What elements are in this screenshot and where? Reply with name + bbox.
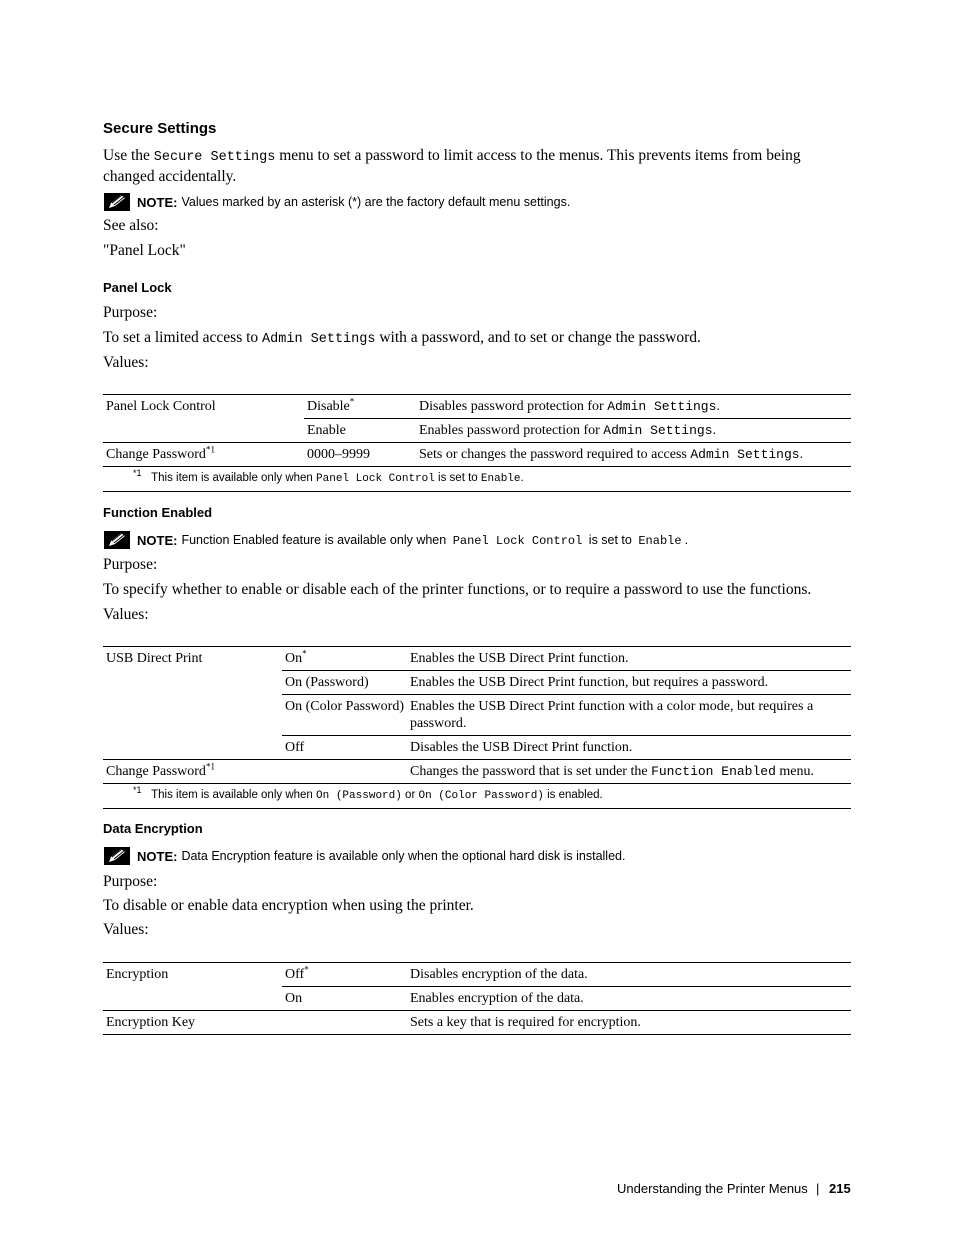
note-pencil-icon xyxy=(103,530,131,550)
footer-chapter: Understanding the Printer Menus xyxy=(617,1181,808,1196)
setting-description: Sets a key that is required for encryption. xyxy=(407,1011,851,1035)
table-row xyxy=(103,963,851,987)
data-encryption-table xyxy=(103,962,851,1035)
panel-lock-purpose-label: Purpose: xyxy=(103,304,158,321)
note-text: Function Enabled feature is available only when Panel Lock Control is set to Enable . xyxy=(181,532,689,548)
page-number: 215 xyxy=(829,1181,851,1196)
setting-name: Panel Lock Control xyxy=(103,395,304,419)
setting-description: Disables password protection for Admin Settings. xyxy=(416,395,851,419)
table-footnote: $^{*1}$ This item is available only when On (Password) or On (Color Password) is enabled. xyxy=(103,784,851,809)
note-data-encryption xyxy=(103,845,625,867)
function-enabled-values-label: Values: xyxy=(103,606,149,623)
see-also-link[interactable]: "Panel Lock" xyxy=(103,242,186,259)
data-encryption-values-label: Values: xyxy=(103,921,149,938)
setting-description: Disables the USB Direct Print function. xyxy=(407,736,851,760)
see-also-label: See also: xyxy=(103,217,159,234)
panel-lock-title: Panel Lock xyxy=(103,280,172,295)
note-function-enabled xyxy=(103,529,688,551)
panel-lock-purpose: To set a limited access to Admin Settings with a password, and to set or change the password. xyxy=(103,329,701,347)
note-pencil-icon xyxy=(103,846,131,866)
setting-name: Encryption xyxy=(103,963,282,987)
setting-value: 0000–9999 xyxy=(304,443,416,467)
table-row xyxy=(103,695,851,736)
setting-value: On (Color Password) xyxy=(282,695,407,736)
setting-value: Off* xyxy=(282,963,407,987)
table-row xyxy=(103,443,851,467)
table-row xyxy=(103,1011,851,1035)
setting-description: Enables encryption of the data. xyxy=(407,987,851,1011)
note-pencil-icon xyxy=(103,192,131,212)
footer-separator: | xyxy=(816,1181,820,1196)
data-encryption-title: Data Encryption xyxy=(103,821,203,836)
table-row xyxy=(103,736,851,760)
note-defaults xyxy=(103,191,570,213)
section-title: Secure Settings xyxy=(103,120,217,137)
setting-description: Disables encryption of the data. xyxy=(407,963,851,987)
setting-name: Change Password$^{*1}$ xyxy=(103,443,304,467)
table-row xyxy=(103,760,851,784)
table-row xyxy=(103,987,851,1011)
panel-lock-table xyxy=(103,394,851,492)
setting-value: On (Password) xyxy=(282,671,407,695)
note-label: NOTE: xyxy=(137,848,178,864)
setting-value: On* xyxy=(282,647,407,671)
setting-description: Enables the USB Direct Print function with a color mode, but requires a password. xyxy=(407,695,851,736)
function-enabled-purpose-label: Purpose: xyxy=(103,556,158,573)
table-row xyxy=(103,395,851,419)
setting-name: USB Direct Print xyxy=(103,647,282,671)
data-encryption-purpose-label: Purpose: xyxy=(103,873,158,890)
setting-description: Enables the USB Direct Print function, but requires a password. xyxy=(407,671,851,695)
setting-name: Encryption Key xyxy=(103,1011,282,1035)
setting-value: Enable xyxy=(304,419,416,443)
table-row xyxy=(103,647,851,671)
setting-value: On xyxy=(282,987,407,1011)
setting-value: Disable* xyxy=(304,395,416,419)
setting-description: Enables the USB Direct Print function. xyxy=(407,647,851,671)
note-text: Data Encryption feature is available only when the optional hard disk is installed. xyxy=(181,849,626,863)
setting-value: Off xyxy=(282,736,407,760)
table-footnote-row xyxy=(103,467,851,492)
table-row xyxy=(103,671,851,695)
function-enabled-title: Function Enabled xyxy=(103,505,213,520)
note-label: NOTE: xyxy=(137,532,178,548)
table-row xyxy=(103,419,851,443)
function-enabled-table xyxy=(103,646,851,809)
setting-name: Change Password$^{*1}$ xyxy=(103,760,282,784)
intro-code: Secure Settings xyxy=(153,150,276,165)
panel-lock-values-label: Values: xyxy=(103,354,149,371)
table-footnote: $^{*1}$ This item is available only when Panel Lock Control is set to Enable. xyxy=(103,467,851,492)
note-label: NOTE: xyxy=(137,194,178,210)
intro-paragraph: Use the Secure Settings menu to set a password to limit access to the menus. This prevents items from being changed accidentally. xyxy=(103,147,801,185)
setting-description: Enables password protection for Admin Settings. xyxy=(416,419,851,443)
data-encryption-purpose: To disable or enable data encryption when using the printer. xyxy=(103,897,474,914)
setting-description: Changes the password that is set under the Function Enabled menu. xyxy=(407,760,851,784)
table-footnote-row xyxy=(103,784,851,809)
function-enabled-purpose: To specify whether to enable or disable each of the printer functions, or to require a password to use the functions. xyxy=(103,581,812,598)
setting-description: Sets or changes the password required to access Admin Settings. xyxy=(416,443,851,467)
note-text: Values marked by an asterisk (*) are the factory default menu settings. xyxy=(181,195,571,209)
